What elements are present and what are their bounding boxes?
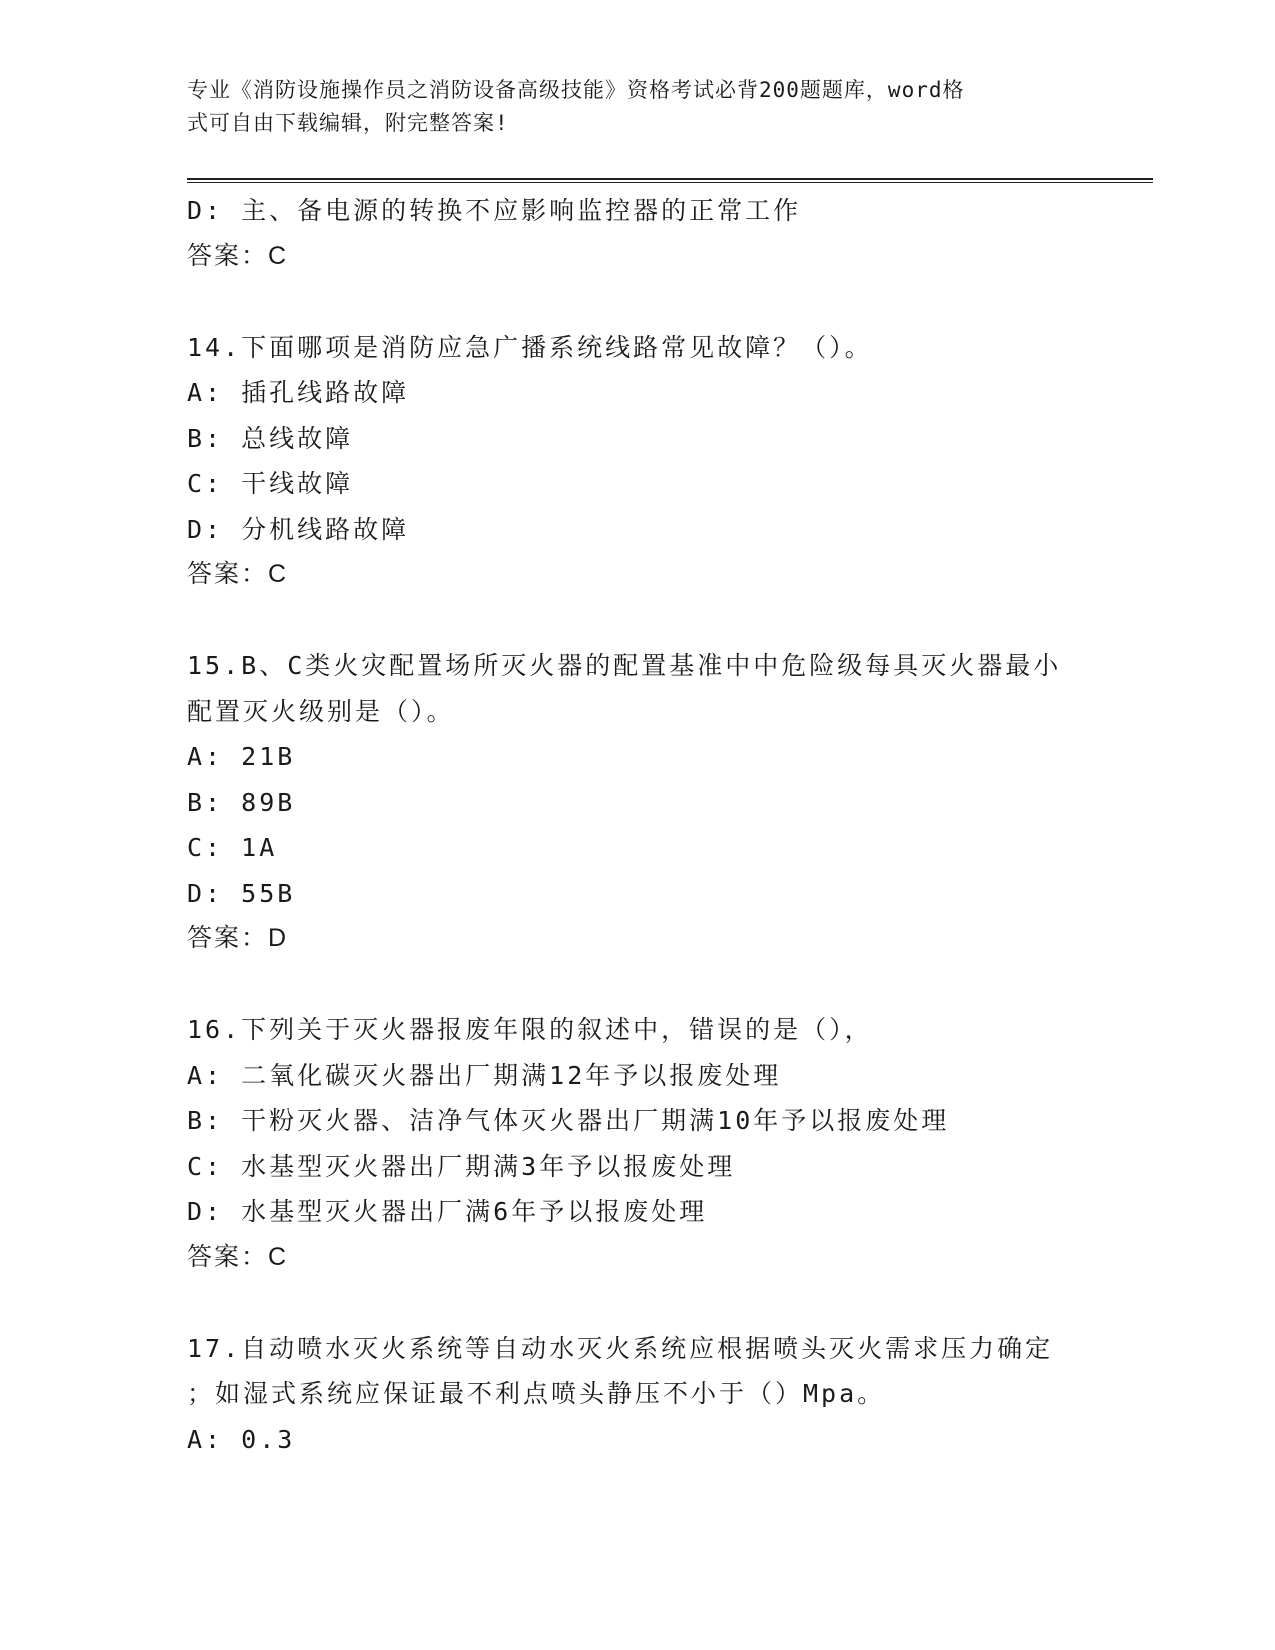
document-header <box>187 74 1067 140</box>
option-b: B: 总线故障 <box>187 423 354 453</box>
option-c: C: 水基型灭火器出厂期满3年予以报废处理 <box>187 1151 736 1181</box>
question-14 <box>187 325 1087 598</box>
question-15 <box>187 643 1087 962</box>
option-d: D: 55B <box>187 878 296 908</box>
answer-line: 答案：C <box>187 1242 289 1271</box>
answer-line: 答案：C <box>187 560 289 588</box>
answer-line: 答案：C <box>187 241 289 270</box>
question-16 <box>187 1007 1087 1280</box>
option-a: A: 插孔线路故障 <box>187 378 410 407</box>
option-d: D: 主、备电源的转换不应影响监控器的正常工作 <box>187 196 802 225</box>
question-stem-line-2: 配置灭火级别是（）。 <box>187 696 455 726</box>
question-stem-line-1: 15.B、C类火灾配置场所灭火器的配置基准中中危险级每具灭火器最小 <box>187 651 1062 680</box>
option-b: B: 干粉灭火器、洁净气体灭火器出厂期满10年予以报废处理 <box>187 1106 950 1135</box>
option-a: A: 二氧化碳灭火器出厂期满12年予以报废处理 <box>187 1060 782 1090</box>
question-stem-line-2: ；如湿式系统应保证最不利点喷头静压不小于（）Mpa。 <box>187 1379 886 1408</box>
option-a: A: 21B <box>187 742 296 771</box>
question-stem-line-1: 17.自动喷水灭火系统等自动水灭火系统应根据喷头灭火需求压力确定 <box>187 1333 1054 1363</box>
option-d: D: 水基型灭火器出厂满6年予以报废处理 <box>187 1197 708 1226</box>
document-body <box>187 188 1087 1462</box>
prev-question-tail <box>187 188 1087 279</box>
header-line-1: 专业《消防设施操作员之消防设备高级技能》资格考试必背200题题库，word格 <box>187 78 965 102</box>
header-line-2: 式可自由下载编辑，附完整答案! <box>187 111 509 135</box>
option-c: C: 干线故障 <box>187 469 354 498</box>
option-d: D: 分机线路故障 <box>187 514 410 544</box>
header-divider <box>187 178 1153 183</box>
question-17 <box>187 1326 1087 1463</box>
option-a: A: 0.3 <box>187 1424 296 1454</box>
answer-line: 答案：D <box>187 924 289 952</box>
option-b: B: 89B <box>187 787 296 817</box>
option-c: C: 1A <box>187 833 278 862</box>
question-stem: 16.下列关于灭火器报废年限的叙述中，错误的是（）， <box>187 1015 873 1044</box>
question-stem: 14.下面哪项是消防应急广播系统线路常见故障？（）。 <box>187 332 873 362</box>
